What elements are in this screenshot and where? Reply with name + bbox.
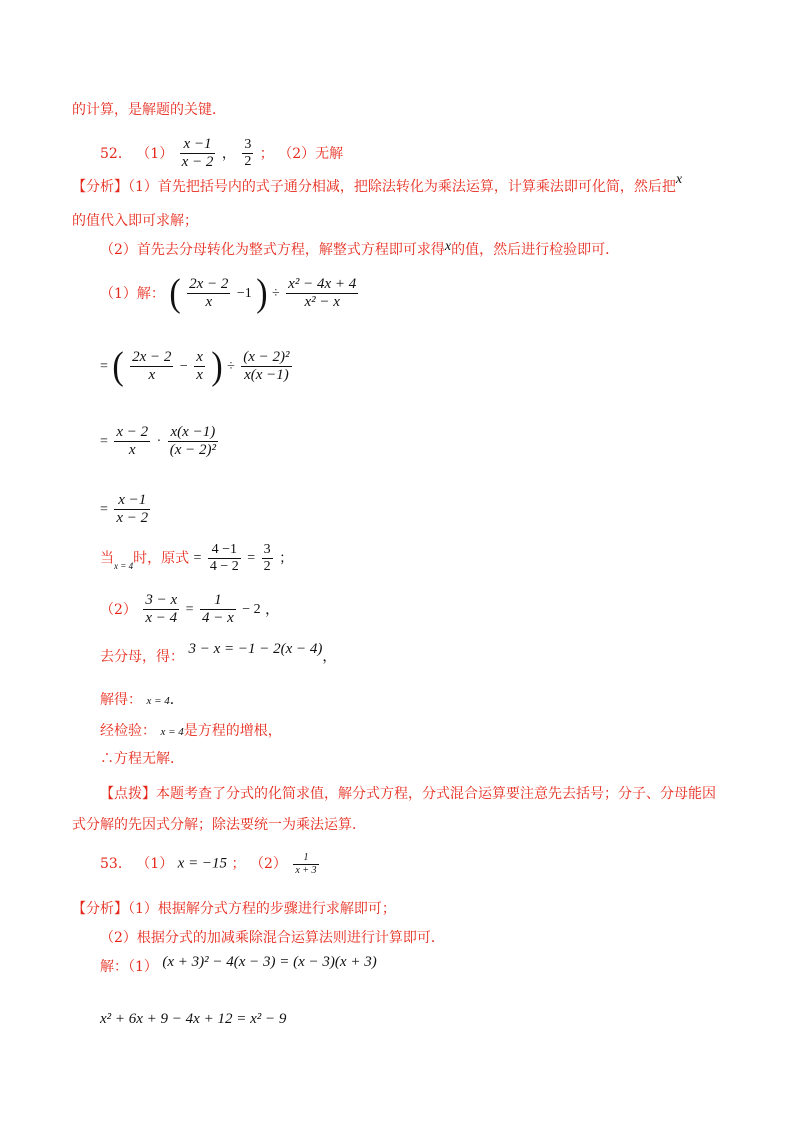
analysis-var-x: x [675,172,683,187]
analysis-line-2 [100,239,620,258]
q52-part2-answer: （2）无解 [278,145,344,162]
w-frac-1: $\frac{4 -1}{4 - 2}$ [209,542,239,575]
solution-1-label: （1）解： [100,285,165,302]
clear-denominator-line: 去分母，得： 3 − x = −1 − 2(x − 4)， [100,641,337,665]
q53-fraction: $\frac{1}{x + 3}$ [295,852,317,876]
q52-part1-label: （1） [136,145,174,162]
solution-53-line-2: x² + 6x + 9 − 4x + 12 = x² − 9 [100,1011,287,1027]
q52-comma: ， [221,145,236,162]
analysis-53-line-1: 【分析】（1）根据解分式方程的步骤进行求解即可； [72,901,396,917]
analysis-line-1 [72,172,683,195]
solution-1-step-3: = $\frac{x - 2}{x}$ · $\frac{x(x -1)}{\text{(x − 2)²}}$ [100,424,216,459]
analysis-text-2-cont: 的值，然后进行检验即可． [451,242,620,258]
s2-frac-1: $\frac{2x - 2}{x}$ [132,349,172,384]
solution-1-step-4: = $\frac{x -1}{x - 2}$ [100,492,149,527]
analysis-line-1-cont [72,214,198,228]
question-53-answer: 53． （1） x = −15 ； （2） $\frac{1}{x + 3}$ [100,852,317,876]
w-frac-2: $\frac{3}{2}$ [263,542,271,575]
analysis-tag: 【分析】 [72,179,128,195]
analysis-53-line-2: （2）根据分式的加减乘除混合运算法则进行计算即可． [100,930,445,946]
solved-line: 解得： x = 4． [100,692,184,708]
substitution-line: 当$_{x = 4}$时，原式 = $\frac{4 -1}{4 - 2}$ = $\frac{3}{2}$ ； [100,542,294,575]
comment-line-1: 【点拨】本题考查了分式的化简求值，解分式方程，分式混合运算要注意先去括号；分子、分母能因 [100,786,716,802]
analysis-var-x-2: x [444,239,452,254]
s3-frac-2: $\frac{x(x -1)}{\text{(x − 2)²}}$ [169,424,216,459]
s1-frac-2: $\frac{\text{x² − 4x + 4}}{\text{x² − x}}$ [288,276,357,311]
q52-fraction-den: x − 2 [181,154,214,171]
analysis-text-1: （1）首先把括号内的式子通分相减，把除法转化为乘法运算，计算乘法即可化简，然后把 [128,179,676,195]
q52-value-fraction [242,137,253,170]
s2-frac-2: $\frac{x}{x}$ [196,349,203,384]
q52-semicolon: ； [259,145,274,162]
p2-frac-2: $\frac{1}{4 - x}$ [201,592,234,627]
q52-fraction [180,136,216,172]
conclusion-line: ∴方程无解． [100,751,184,767]
text-line-conclusion [72,103,226,117]
q52-value-den: 2 [244,154,252,170]
check-line: 经检验： x = 4是方程的增根， [100,723,282,739]
question-52-answer [100,136,343,172]
s3-frac-1: $\frac{x - 2}{x}$ [116,424,149,459]
analysis-text-2: （2）首先去分母转化为整式方程，解整式方程即可求得 [100,242,445,258]
p2-frac-1: $\frac{3 - x}{x - 4}$ [145,592,178,627]
analysis-text-1-cont: 的值代入即可求解； [72,213,198,229]
solution-1-step-2: = ( $\frac{2x - 2}{x}$ − $\frac{x}{x}$ ) ÷ $\frac{\text{(x − 2)²}}{x(x -1)}$ [100,344,290,388]
s4-frac: $\frac{x -1}{x - 2}$ [116,492,149,527]
comment-line-2: 式分解的先因式分解；除法要统一为乘法运算． [72,817,366,833]
q52-number: 52． [100,145,132,162]
solution-2-equation: （2） $\frac{3 - x}{x - 4}$ = $\frac{1}{4 - x}$ − 2 ， [100,592,280,627]
solution-53-line-1: 解：（1） (x + 3)² − 4(x − 3) = (x − 3)(x + 3) [100,954,377,975]
q53-number: 53． [100,856,132,872]
q52-value-num: 3 [242,137,253,154]
q52-fraction-num: x −1 [180,136,216,154]
s2-frac-3: $\frac{\text{(x − 2)²}}{x(x -1)}$ [243,349,290,384]
s1-frac-1: $\frac{2x - 2}{x}$ [189,276,229,311]
solution-1-step-1: （1）解： ( $\frac{2x - 2}{x}$ −1 ) ÷ $\frac{\text{x² − 4x + 4}}{\text{x² − x}}$ [100,271,357,315]
conclusion-text: 的计算，是解题的关键． [72,102,226,118]
comment-tag: 【点拨】 [100,786,156,802]
